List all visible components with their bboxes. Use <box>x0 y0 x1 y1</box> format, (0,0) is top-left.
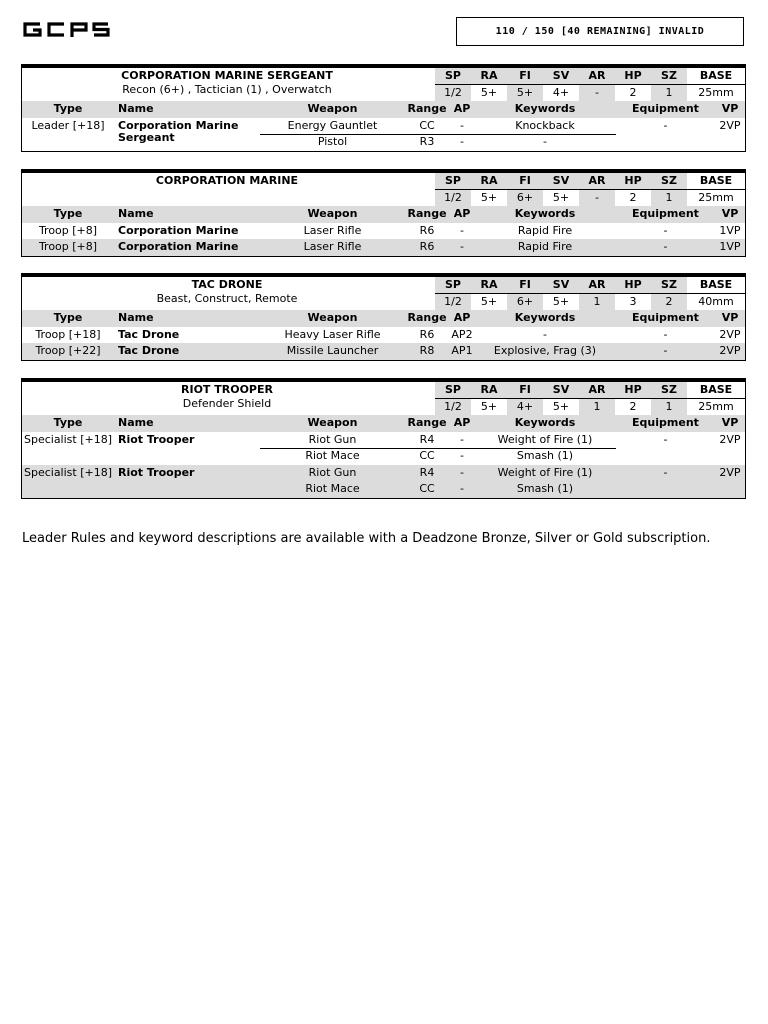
stat-header-base: BASE <box>687 68 745 84</box>
model-name: Tac Drone <box>118 344 180 357</box>
stat-value-sz: 2 <box>651 294 687 310</box>
column-header-type: Type <box>53 416 83 429</box>
stat-header-ar: AR <box>579 277 615 293</box>
column-header-ap: AP <box>453 311 471 324</box>
stat-header-hp: HP <box>615 382 651 398</box>
column-header-ap: AP <box>453 102 471 115</box>
stat-value-hp: 2 <box>615 399 651 415</box>
model-type: Specialist [+18] <box>23 465 113 479</box>
column-header-vp: VP <box>721 207 739 220</box>
weapon-ap: - <box>460 135 464 148</box>
weapon-name: Riot Gun <box>308 465 357 479</box>
column-header-vp: VP <box>721 416 739 429</box>
weapon-name: Laser Rifle <box>303 223 362 237</box>
weapon-keywords: Smash (1) <box>516 482 574 495</box>
stat-value-fi: 4+ <box>507 399 543 415</box>
model-vp: 2VP <box>719 344 741 357</box>
weapon-keywords: Explosive, Frag (3) <box>493 344 597 357</box>
unit-name: RIOT TROOPER <box>181 383 273 396</box>
column-header-vp: VP <box>721 102 739 115</box>
weapon-keywords: Rapid Fire <box>517 240 573 253</box>
unit-rules: Defender Shield <box>182 397 272 410</box>
column-header-name: Name <box>118 102 154 115</box>
stat-header-hp: HP <box>615 173 651 189</box>
weapon-keywords: Weight of Fire (1) <box>497 465 593 479</box>
stat-header-ar: AR <box>579 68 615 84</box>
weapon-ap: - <box>460 223 464 237</box>
stat-value-ra: 5+ <box>471 294 507 310</box>
weapon-keywords: Knockback <box>515 118 575 132</box>
column-header-row <box>22 310 745 327</box>
model-name: Tac Drone <box>118 327 180 341</box>
weapon-name: Riot Mace <box>305 449 360 462</box>
stat-grid <box>435 68 745 101</box>
stat-header-sz: SZ <box>651 173 687 189</box>
stat-header-sv: SV <box>543 68 579 84</box>
stat-header-fi: FI <box>507 173 543 189</box>
stat-value-fi: 6+ <box>507 294 543 310</box>
model-equipment: - <box>663 327 668 341</box>
stat-grid <box>435 277 745 310</box>
unit-name: TAC DRONE <box>191 278 263 291</box>
stat-header-sv: SV <box>543 277 579 293</box>
column-header-keywords: Keywords <box>514 416 576 429</box>
weapon-ap: - <box>460 432 464 446</box>
model-name-line2: Sergeant <box>118 130 175 144</box>
unit-rules: Recon (6+) , Tactician (1) , Overwatch <box>122 83 332 96</box>
stat-header-sz: SZ <box>651 68 687 84</box>
column-header-weapon: Weapon <box>307 311 358 324</box>
weapon-keywords: Smash (1) <box>516 449 574 462</box>
column-header-row <box>22 206 745 223</box>
weapon-keywords: Rapid Fire <box>517 223 573 237</box>
column-header-vp: VP <box>721 311 739 324</box>
column-header-ap: AP <box>453 416 471 429</box>
model-type: Leader [+18] <box>31 118 105 132</box>
stat-divider <box>435 84 745 85</box>
stat-header-fi: FI <box>507 382 543 398</box>
stat-value-ra: 5+ <box>471 399 507 415</box>
weapon-range: R3 <box>419 135 435 148</box>
stat-value-ar: 1 <box>579 294 615 310</box>
model-type: Troop [+18] <box>35 327 101 341</box>
column-header-equipment: Equipment <box>632 416 699 429</box>
stat-header-ra: RA <box>471 382 507 398</box>
model-name: Corporation Marine <box>118 240 239 253</box>
weapon-keywords: - <box>543 135 547 148</box>
model-equipment: - <box>663 465 668 479</box>
unit-rules: Beast, Construct, Remote <box>156 292 298 305</box>
column-header-range: Range <box>407 207 447 220</box>
stat-header-sz: SZ <box>651 277 687 293</box>
stat-value-hp: 2 <box>615 190 651 206</box>
stat-value-base: 25mm <box>687 85 745 101</box>
stat-value-base: 25mm <box>687 399 745 415</box>
column-header-range: Range <box>407 311 447 324</box>
column-header-range: Range <box>407 416 447 429</box>
unit-card <box>21 64 746 152</box>
stat-value-sv: 5+ <box>543 294 579 310</box>
stat-value-hp: 3 <box>615 294 651 310</box>
column-header-weapon: Weapon <box>307 102 358 115</box>
stat-header-base: BASE <box>687 382 745 398</box>
stat-header-sp: SP <box>435 173 471 189</box>
weapon-ap: - <box>460 465 464 479</box>
weapon-ap: - <box>460 240 464 253</box>
stat-value-fi: 6+ <box>507 190 543 206</box>
model-name: Riot Trooper <box>118 465 195 479</box>
unit-name: CORPORATION MARINE <box>155 174 299 187</box>
weapon-keywords: - <box>543 327 547 341</box>
column-header-keywords: Keywords <box>514 207 576 220</box>
model-vp: 2VP <box>719 465 741 479</box>
model-equipment: - <box>663 118 668 132</box>
stat-value-ra: 5+ <box>471 85 507 101</box>
stat-header-base: BASE <box>687 277 745 293</box>
unit-header <box>22 382 745 415</box>
weapon-name: Energy Gauntlet <box>287 118 378 132</box>
stat-value-sv: 5+ <box>543 399 579 415</box>
column-header-equipment: Equipment <box>632 207 699 220</box>
stat-header-ra: RA <box>471 173 507 189</box>
unit-name: CORPORATION MARINE SERGEANT <box>121 69 333 82</box>
stat-header-sp: SP <box>435 68 471 84</box>
weapon-ap: - <box>460 449 464 462</box>
stat-value-sz: 1 <box>651 85 687 101</box>
weapon-ap: AP2 <box>451 327 473 341</box>
model-equipment: - <box>663 344 668 357</box>
weapon-ap: - <box>460 118 464 132</box>
stat-divider <box>435 189 745 190</box>
weapon-range: CC <box>419 118 435 132</box>
stat-value-base: 25mm <box>687 190 745 206</box>
stat-value-sv: 5+ <box>543 190 579 206</box>
model-vp: 2VP <box>719 432 741 446</box>
stat-divider <box>435 398 745 399</box>
stat-value-sz: 1 <box>651 190 687 206</box>
stat-header-sv: SV <box>543 173 579 189</box>
stat-value-ar: - <box>579 190 615 206</box>
stat-value-sp: 1/2 <box>435 85 471 101</box>
model-equipment: - <box>663 223 668 237</box>
stat-header-sv: SV <box>543 382 579 398</box>
model-row <box>22 448 745 465</box>
stat-header-sz: SZ <box>651 382 687 398</box>
stat-value-hp: 2 <box>615 85 651 101</box>
stat-value-sp: 1/2 <box>435 399 471 415</box>
column-header-type: Type <box>53 102 83 115</box>
column-header-name: Name <box>118 311 154 324</box>
model-row <box>22 134 745 151</box>
column-header-type: Type <box>53 311 83 324</box>
model-name: Riot Trooper <box>118 432 195 446</box>
weapon-range: R6 <box>419 240 435 253</box>
stat-header-base: BASE <box>687 173 745 189</box>
column-header-name: Name <box>118 416 154 429</box>
weapon-range: R4 <box>419 465 435 479</box>
model-type: Troop [+8] <box>38 223 98 237</box>
stat-value-sv: 4+ <box>543 85 579 101</box>
weapon-range: CC <box>419 482 435 495</box>
stat-header-ra: RA <box>471 68 507 84</box>
footer-note: Leader Rules and keyword descriptions are available with a Deadzone Bronze, Silver or Gold subscription. <box>22 531 711 546</box>
stat-value-ar: - <box>579 85 615 101</box>
model-vp: 1VP <box>719 240 741 253</box>
stat-header-ra: RA <box>471 277 507 293</box>
stat-header-ar: AR <box>579 173 615 189</box>
weapon-range: R8 <box>419 344 435 357</box>
weapon-ap: AP1 <box>451 344 473 357</box>
stat-header-hp: HP <box>615 68 651 84</box>
model-type: Troop [+22] <box>35 344 101 357</box>
stat-value-ra: 5+ <box>471 190 507 206</box>
column-header-row <box>22 101 745 118</box>
unit-header <box>22 68 745 101</box>
weapon-name: Pistol <box>317 135 348 148</box>
stat-value-fi: 5+ <box>507 85 543 101</box>
column-header-equipment: Equipment <box>632 311 699 324</box>
column-header-weapon: Weapon <box>307 416 358 429</box>
stat-grid <box>435 173 745 206</box>
unit-header <box>22 277 745 310</box>
unit-header <box>22 173 745 206</box>
points-status-box: 110 / 150 [40 REMAINING] INVALID <box>456 17 744 46</box>
model-row <box>22 465 745 482</box>
weapon-keywords: Weight of Fire (1) <box>497 432 593 446</box>
model-row <box>22 223 745 240</box>
stat-value-ar: 1 <box>579 399 615 415</box>
column-header-equipment: Equipment <box>632 102 699 115</box>
unit-card <box>21 378 746 499</box>
stat-grid <box>435 382 745 415</box>
stat-header-fi: FI <box>507 68 543 84</box>
stat-value-sz: 1 <box>651 399 687 415</box>
stat-value-sp: 1/2 <box>435 294 471 310</box>
model-vp: 2VP <box>719 327 741 341</box>
model-row <box>22 327 745 344</box>
column-header-type: Type <box>53 207 83 220</box>
model-type: Troop [+8] <box>38 240 98 253</box>
stat-header-sp: SP <box>435 382 471 398</box>
model-row <box>22 432 745 449</box>
column-header-keywords: Keywords <box>514 102 576 115</box>
stat-header-fi: FI <box>507 277 543 293</box>
stat-value-sp: 1/2 <box>435 190 471 206</box>
column-header-range: Range <box>407 102 447 115</box>
unit-card <box>21 273 746 361</box>
stat-header-ar: AR <box>579 382 615 398</box>
model-equipment: - <box>663 432 668 446</box>
model-type: Specialist [+18] <box>23 432 113 446</box>
weapon-name: Riot Mace <box>305 482 360 495</box>
weapon-range: CC <box>419 449 435 462</box>
model-name: Corporation Marine <box>118 223 239 237</box>
column-header-name: Name <box>118 207 154 220</box>
model-name: Corporation Marine <box>118 118 239 132</box>
weapon-ap: - <box>460 482 464 495</box>
weapon-range: R6 <box>419 327 435 341</box>
model-row <box>22 481 745 498</box>
model-vp: 1VP <box>719 223 741 237</box>
unit-card <box>21 169 746 257</box>
model-row <box>22 343 745 360</box>
stat-divider <box>435 293 745 294</box>
stat-header-sp: SP <box>435 277 471 293</box>
weapon-range: R6 <box>419 223 435 237</box>
column-header-weapon: Weapon <box>307 207 358 220</box>
weapon-name: Riot Gun <box>308 432 357 446</box>
stat-header-hp: HP <box>615 277 651 293</box>
model-row <box>22 239 745 256</box>
stat-value-base: 40mm <box>687 294 745 310</box>
column-header-keywords: Keywords <box>514 311 576 324</box>
weapon-name: Heavy Laser Rifle <box>284 327 381 341</box>
gcps-logo <box>22 19 112 41</box>
column-header-ap: AP <box>453 207 471 220</box>
model-equipment: - <box>663 240 668 253</box>
weapon-name: Laser Rifle <box>303 240 362 253</box>
model-vp: 2VP <box>719 118 741 132</box>
weapon-range: R4 <box>419 432 435 446</box>
weapon-name: Missile Launcher <box>286 344 379 357</box>
column-header-row <box>22 415 745 432</box>
